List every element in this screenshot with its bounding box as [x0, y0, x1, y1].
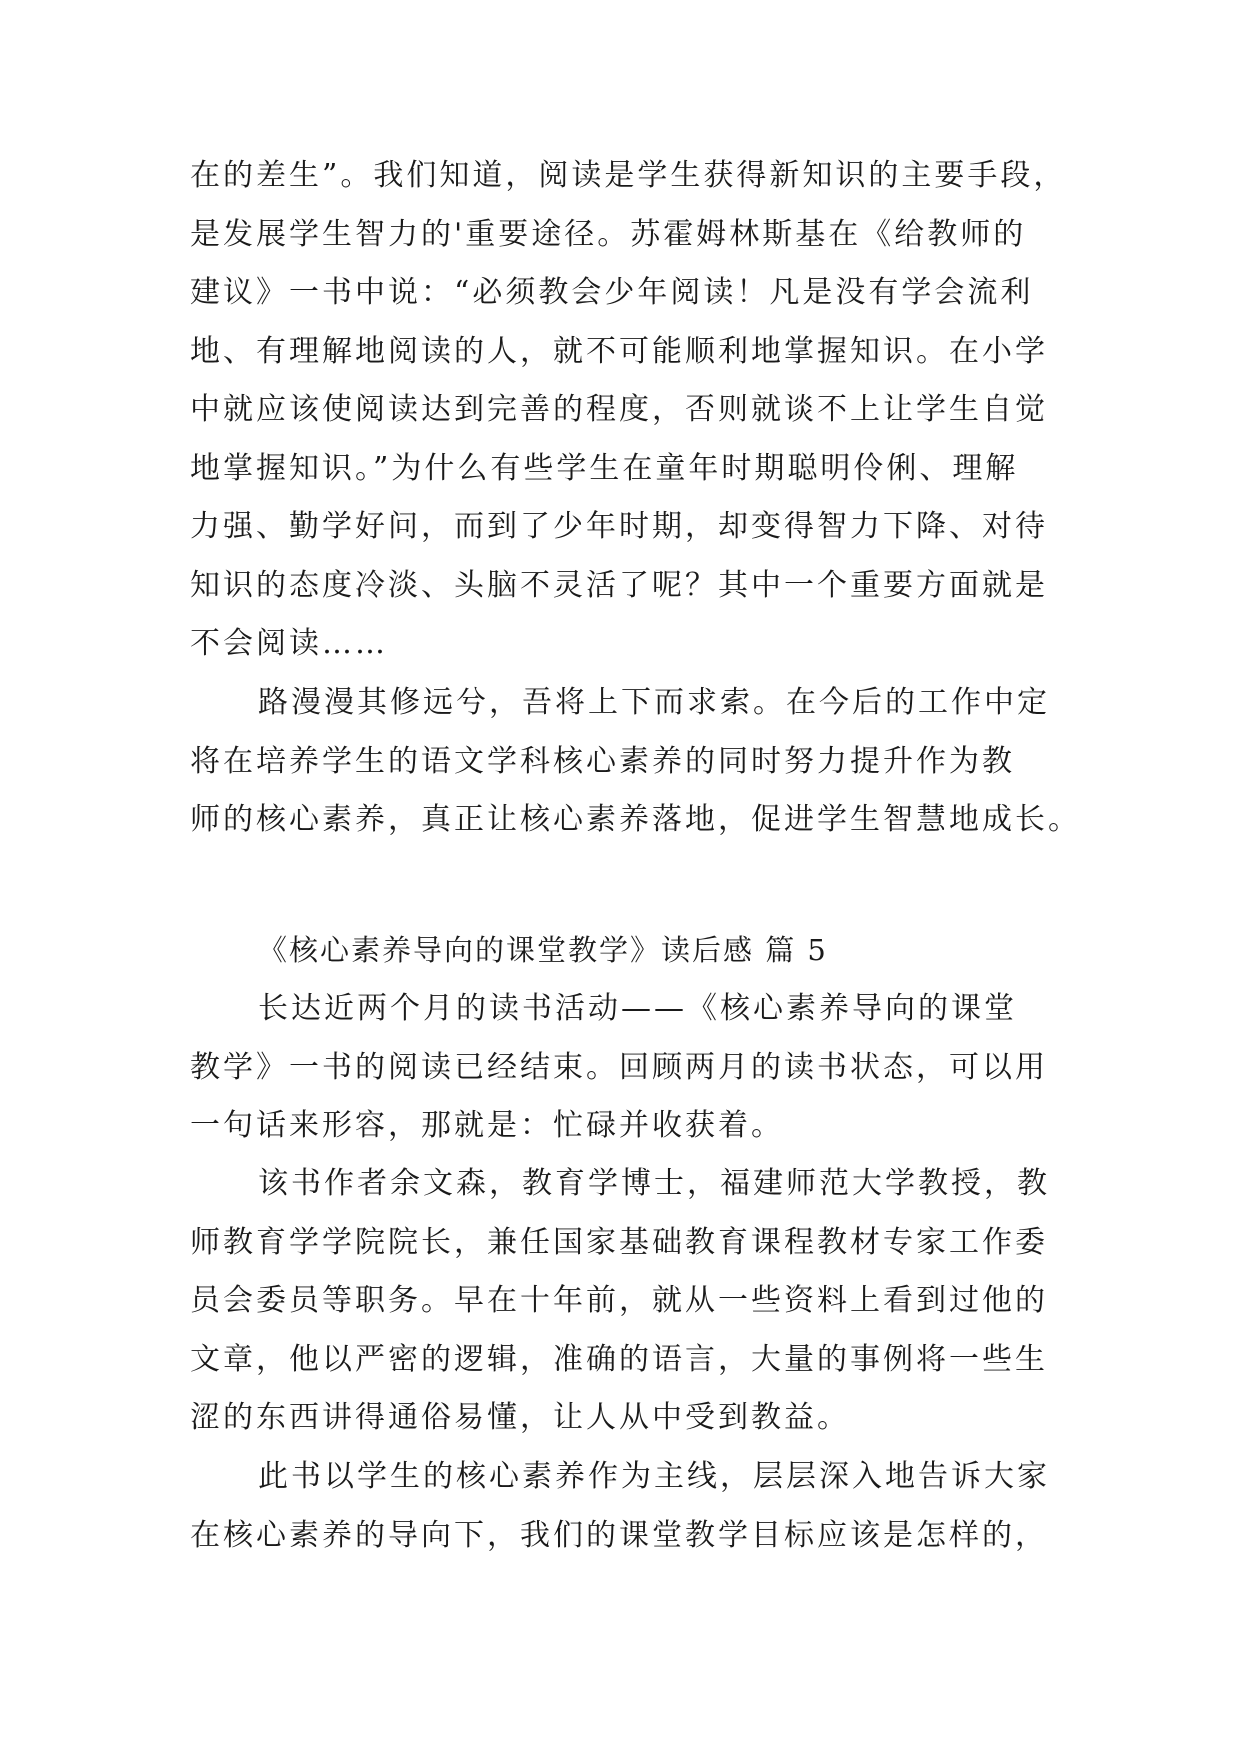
- text-line: 地掌握知识。”为什么有些学生在童年时期聪明伶俐、理解: [190, 450, 1019, 486]
- text-line: 文章，他以严密的逻辑，准确的语言，大量的事例将一些生: [190, 1341, 1048, 1377]
- text-line: 在核心素养的导向下，我们的课堂教学目标应该是怎样的，: [190, 1517, 1048, 1553]
- text-line: 力强、勤学好问，而到了少年时期，却变得智力下降、对待: [190, 509, 1048, 544]
- section-heading: 《核心素养导向的课堂教学》读后感 篇 5: [258, 933, 828, 967]
- text-line: 长达近两个月的读书活动——《核心素养导向的课堂: [258, 991, 1017, 1026]
- text-line: 一句话来形容，那就是：忙碌并收获着。: [190, 1108, 784, 1143]
- paragraph-conclusion: [190, 674, 1081, 850]
- text-line: 师教育学学院院长，兼任国家基础教育课程教材专家工作委: [190, 1224, 1048, 1260]
- text-line: 此书以学生的核心素养作为主线，层层深入地告诉大家: [258, 1459, 1050, 1494]
- text-line: 将在培养学生的语文学科核心素养的同时努力提升作为教: [190, 743, 1015, 779]
- text-line: 不会阅读……: [190, 626, 388, 661]
- paragraph-reading-importance: [190, 147, 1067, 674]
- text-line: 师的核心素养，真正让核心素养落地，促进学生智慧地成长。: [190, 802, 1081, 837]
- paragraph-reading-activity: [190, 980, 1050, 1156]
- text-line: 该书作者余文森，教育学博士，福建师范大学教授，教: [258, 1166, 1050, 1201]
- paragraph-book-theme: [190, 1448, 1050, 1565]
- text-line: 员会委员等职务。早在十年前，就从一些资料上看到过他的: [190, 1283, 1048, 1318]
- text-line: 知识的态度冷淡、头脑不灵活了呢？其中一个重要方面就是: [190, 567, 1048, 603]
- text-line: 建议》一书中说：“必须教会少年阅读！凡是没有学会流利: [190, 275, 1034, 310]
- text-line: 中就应该使阅读达到完善的程度，否则就谈不上让学生自觉: [190, 392, 1048, 427]
- text-line: 路漫漫其修远兮，吾将上下而求索。在今后的工作中定: [258, 685, 1050, 720]
- paragraph-author-intro: [190, 1155, 1050, 1448]
- text-line: 教学》一书的阅读已经结束。回顾两月的读书状态，可以用: [190, 1049, 1048, 1085]
- text-line: 涩的东西讲得通俗易懂，让人从中受到教益。: [190, 1400, 850, 1435]
- text-line: 是发展学生智力的'重要途径。苏霍姆林斯基在《给教师的: [190, 216, 1027, 252]
- text-line: 地、有理解地阅读的人，就不可能顺利地掌握知识。在小学: [190, 333, 1048, 369]
- text-line: 在的差生”。我们知道，阅读是学生获得新知识的主要手段，: [190, 158, 1067, 193]
